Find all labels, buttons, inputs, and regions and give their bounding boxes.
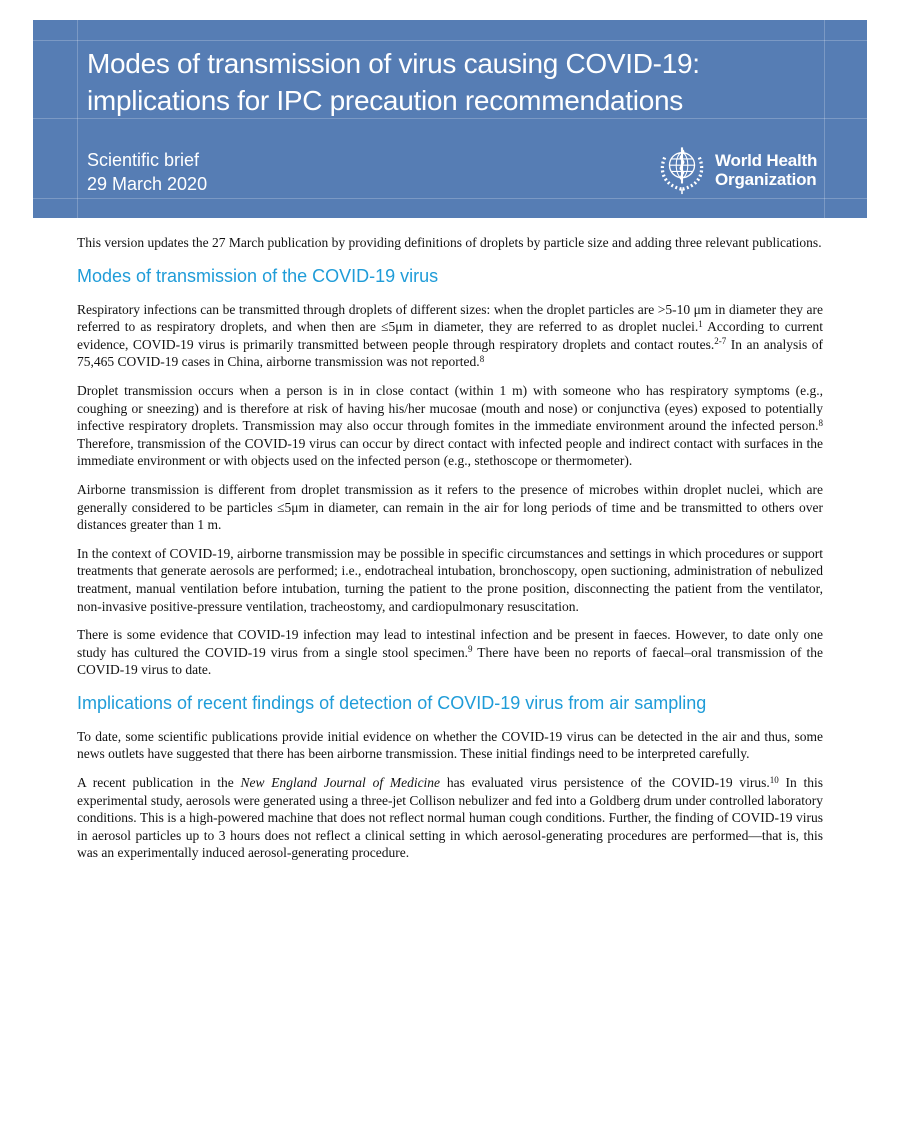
- banner-grid-line: [77, 20, 78, 218]
- document-title: [87, 45, 700, 119]
- brief-date-label: 29 March 2020: [87, 174, 208, 194]
- who-logo: [655, 144, 817, 196]
- brief-meta: [87, 148, 207, 196]
- banner-grid-line: [33, 40, 867, 41]
- paragraph-airborne-transmission: Airborne transmission is different from droplet transmission as it refers to the presence of microbes within droplet nuclei, which are generally considered to be particles ≤5μm in diameter, can remain in the air for long periods of time and be transmitted to others over distances greater than 1 m.: [77, 481, 823, 533]
- paragraph-nejm-study: A recent publication in the New England Journal of Medicine has evaluated virus persistence of the COVID-19 virus.$^{10}$ In this experimental study, aerosols were generated using a three-jet Collison nebulizer and fed into a Goldberg drum under controlled laboratory conditions. This is a high-powered machine that does not reflect normal human cough conditions. Further, the finding of COVID-19 virus in aerosol particles up to 3 hours does not reflect a clinical setting in which aerosol-generating procedures are performed—that is, this was an experimentally induced aerosol-generating procedure.: [77, 774, 824, 861]
- section-heading-air-sampling-findings: Implications of recent findings of detection of COVID-19 virus from air sampling: [77, 692, 707, 713]
- header-banner: [33, 20, 867, 218]
- paragraph-air-detection: To date, some scientific publications provide initial evidence on whether the COVID-19 virus can be detected in the air and thus, some news outlets have suggested that there has been airborne transmission. These initial findings need to be interpreted carefully.: [77, 728, 823, 762]
- document-title-line2: implications for IPC precaution recommendations: [87, 85, 683, 116]
- paragraph-aerosol-procedures: In the context of COVID-19, airborne transmission may be possible in specific circumstances and settings in which procedures or support treatments that generate aerosols are performed; i.e., endotracheal intubation, bronchoscopy, open suctioning, administration of nebulized treatment, manual ventilation before intubation, turning the patient to the prone position, disconnecting the patient from the ventilator, non-invasive positive-pressure ventilation, tracheostomy, and cardiopulmonary resuscitation.: [77, 545, 823, 614]
- who-wordmark: [715, 151, 817, 189]
- banner-grid-line: [824, 20, 825, 218]
- paragraph-droplet-transmission: Droplet transmission occurs when a person is in in close contact (within 1 m) with someone who has respiratory symptoms (e.g., coughing or sneezing) and is therefore at risk of having his/her mucosae (mouth and nose) or conjunctiva (eyes) exposed to potentially infective respiratory droplets. Transmission may also occur through fomites in the immediate environment around the infected person.$^8$ Therefore, transmission of the COVID-19 virus can occur by direct contact with infected people and indirect contact with surfaces in the immediate environment or with objects used on the infected person (e.g., stethoscope or thermometer).: [77, 382, 823, 469]
- banner-grid-line: [33, 198, 867, 199]
- section-heading-modes-of-transmission: Modes of transmission of the COVID-19 virus: [77, 265, 439, 286]
- who-wordmark-line1: World Health: [715, 151, 818, 170]
- document-title-line1: Modes of transmission of virus causing COVID-19:: [87, 48, 700, 79]
- who-wordmark-line2: Organization: [715, 170, 817, 189]
- document-body: [77, 234, 823, 873]
- who-emblem-icon: [655, 144, 709, 196]
- paragraph-respiratory-infections: Respiratory infections can be transmitted through droplets of different sizes: when the droplet particles are >5-10 μm in diameter they are referred to as respiratory droplets, and when then are ≤5μm in diameter, they are referred to as droplet nuclei.$^1$ According to current evidence, COVID-19 virus is primarily transmitted between people through respiratory droplets and contact routes.$^{2-7}$ In an analysis of 75,465 COVID-19 cases in China, airborne transmission was not reported.$^8$: [77, 301, 823, 370]
- paragraph-version-note: This version updates the 27 March publication by providing definitions of droplets by particle size and adding three relevant publications.: [77, 235, 822, 250]
- paragraph-faecal-oral: There is some evidence that COVID-19 infection may lead to intestinal infection and be present in faeces. However, to date only one study has cultured the COVID-19 virus from a single stool specimen.$^9$ There have been no reports of faecal–oral transmission of the COVID-19 virus to date.: [77, 627, 823, 678]
- brief-type-label: Scientific brief: [87, 150, 200, 170]
